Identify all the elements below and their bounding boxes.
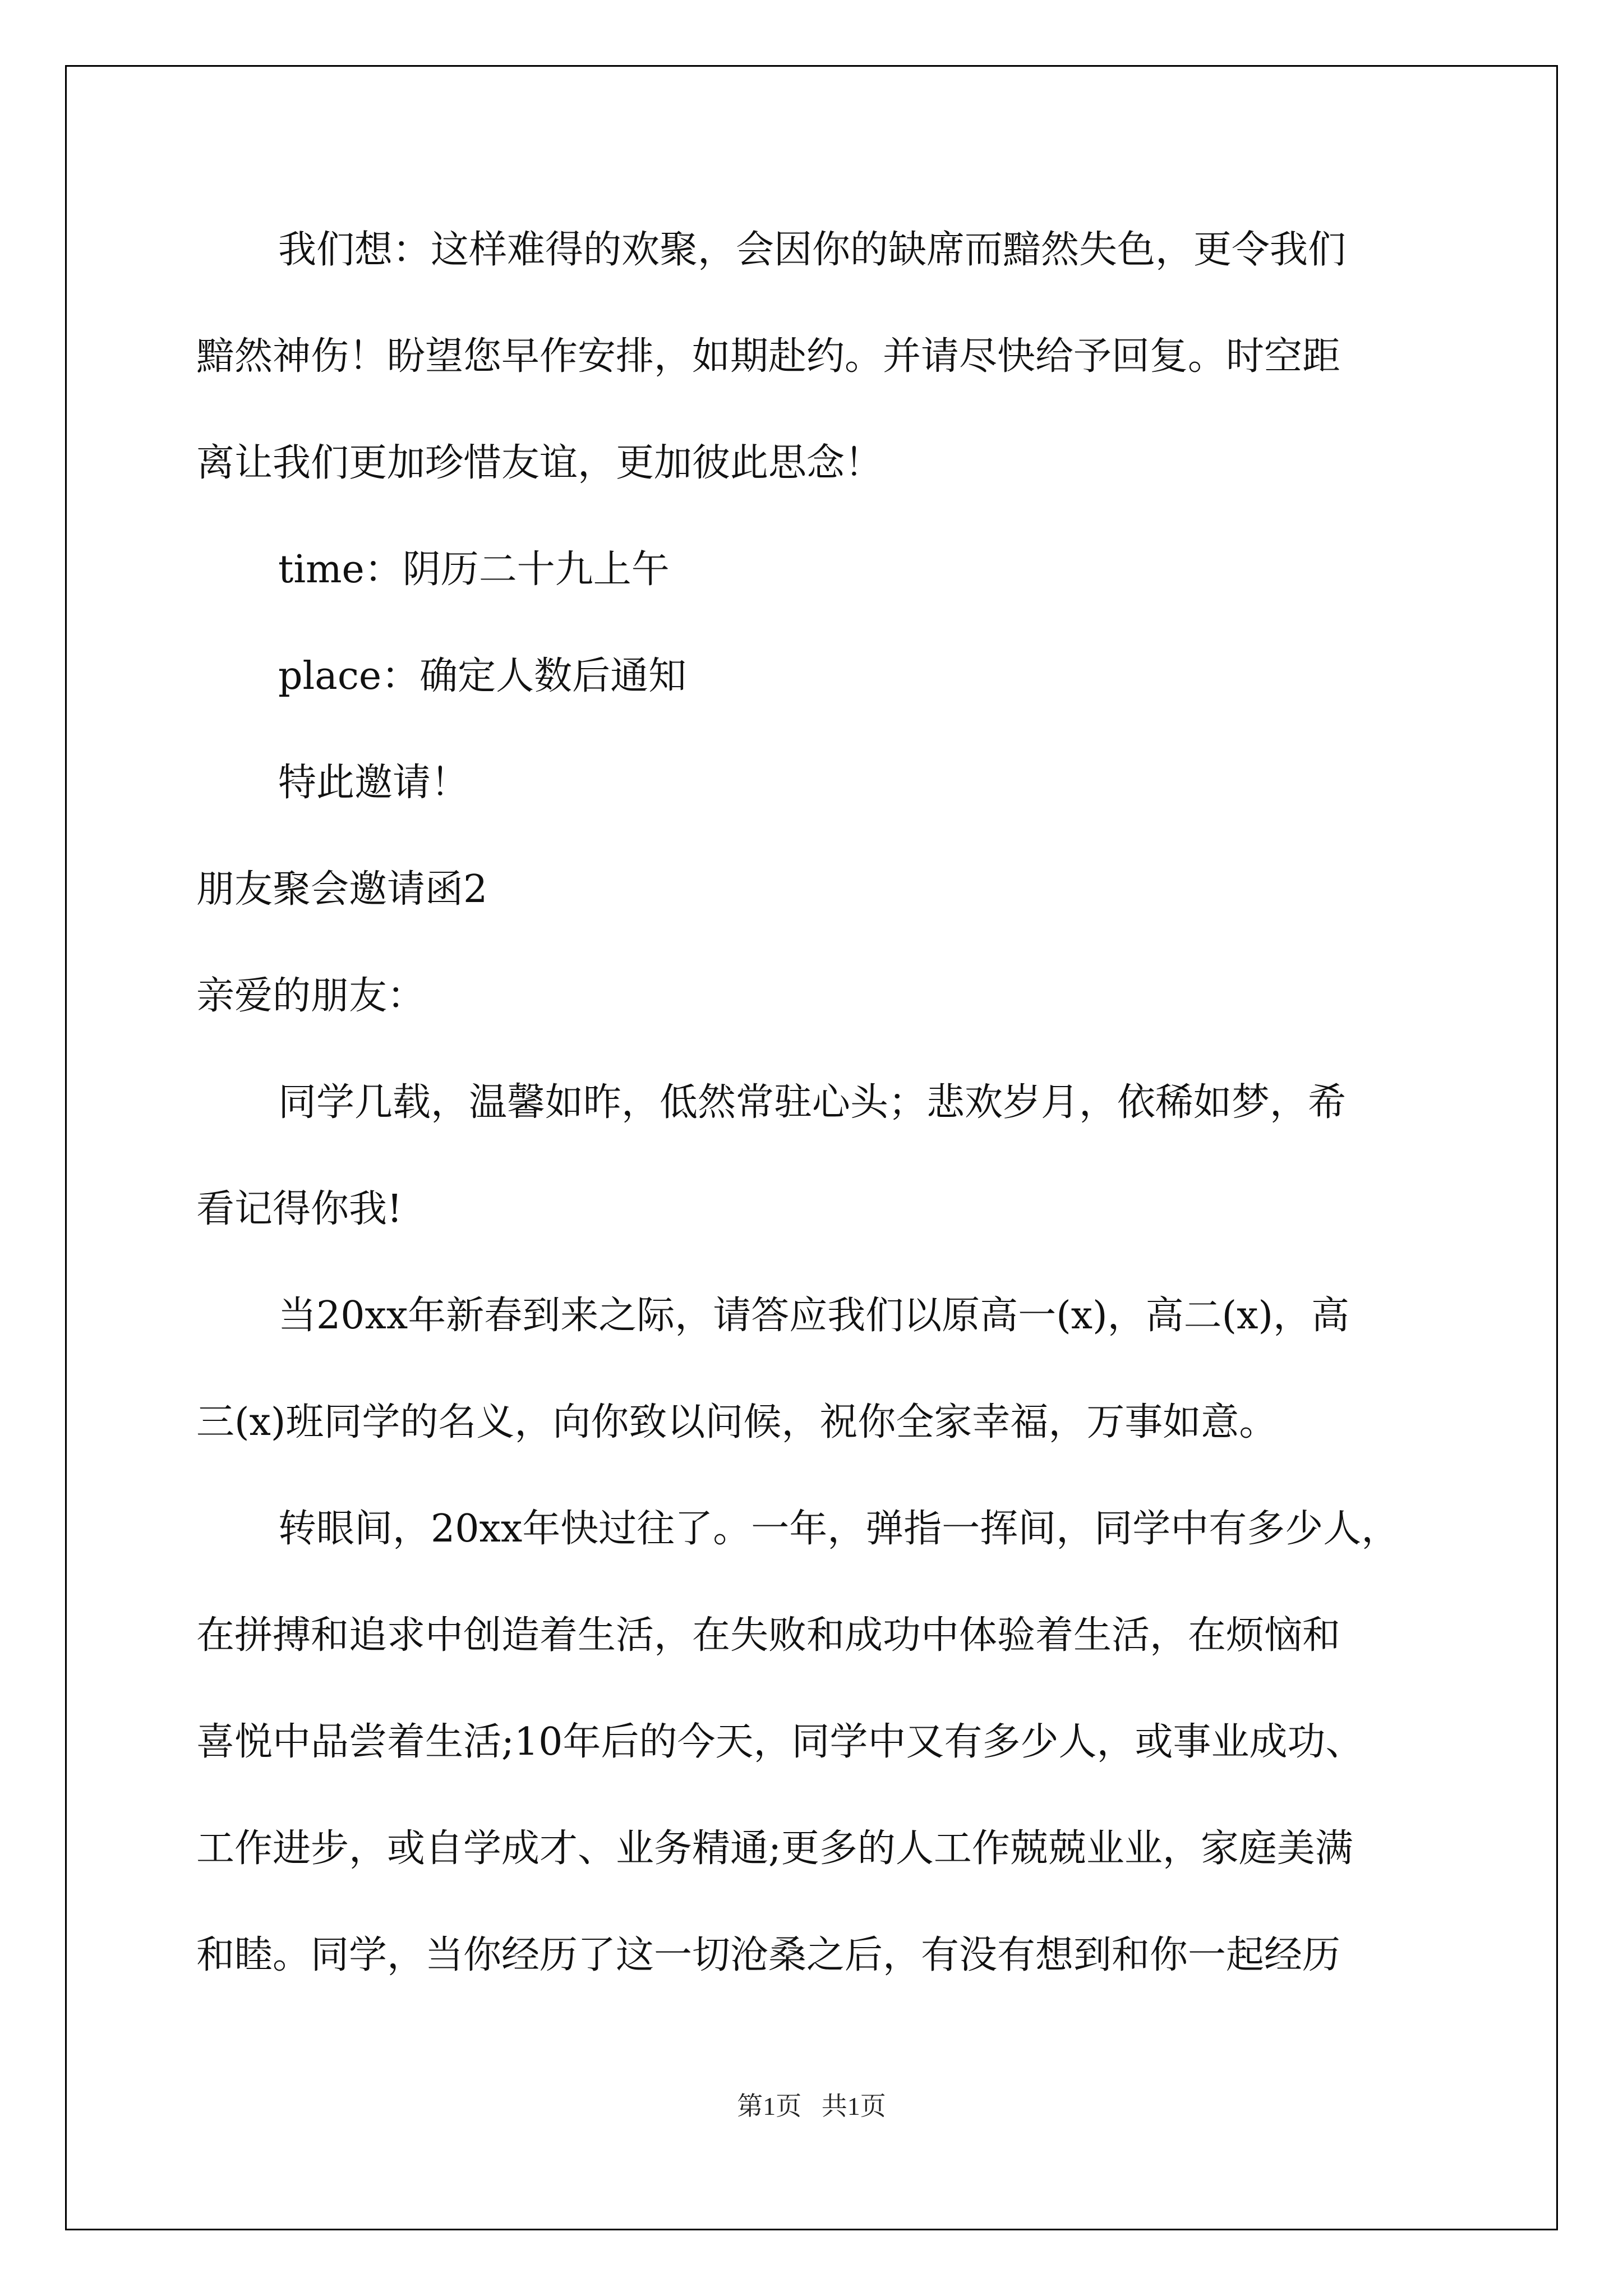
text-line: 特此邀请！ [278,761,469,805]
text-line: 喜悦中品尝着生活;10年后的今天，同学中又有多少人，或事业成功、 [196,1720,1364,1764]
page-number: 第1页 [737,2092,802,2120]
text-line: place：确定人数后通知 [278,654,687,698]
section-heading: 朋友聚会邀请函2 [196,867,488,912]
text-line: time：阴历二十九上午 [278,547,670,592]
page-total: 共1页 [821,2092,886,2120]
text-line: 我们想：这样难得的欢聚，会因你的缺席而黯然失色，更令我们 [278,228,1347,272]
text-line: 工作进步，或自学成才、业务精通;更多的人工作兢兢业业，家庭美满 [196,1826,1353,1871]
text-line: 离让我们更加珍惜友谊，更加彼此思念！ [196,441,883,485]
salutation: 亲爱的朋友： [196,974,426,1018]
text-line: 在拼搏和追求中创造着生活，在失败和成功中体验着生活，在烦恼和 [196,1613,1341,1658]
page-footer [0,2086,1623,2123]
text-line: 看记得你我! [196,1187,403,1231]
text-line: 同学几载，温馨如昨，低然常驻心头；悲欢岁月，依稀如梦，希 [278,1080,1347,1125]
page-border [65,65,1558,2230]
text-line: 当20xx年新春到来之际，请答应我们以原高一(x)，高二(x)，高 [278,1294,1350,1338]
text-line: 转眼间，20xx年快过往了。一年，弹指一挥间，同学中有多少人， [278,1507,1400,1551]
text-line: 三(x)班同学的名义，向你致以问候，祝你全家幸福，万事如意。 [196,1400,1278,1444]
text-line: 黯然神伤！盼望您早作安排，如期赴约。并请尽快给予回复。时空距 [196,334,1341,379]
text-line: 和睦。同学，当你经历了这一切沧桑之后，有没有想到和你一起经历 [196,1933,1341,1977]
